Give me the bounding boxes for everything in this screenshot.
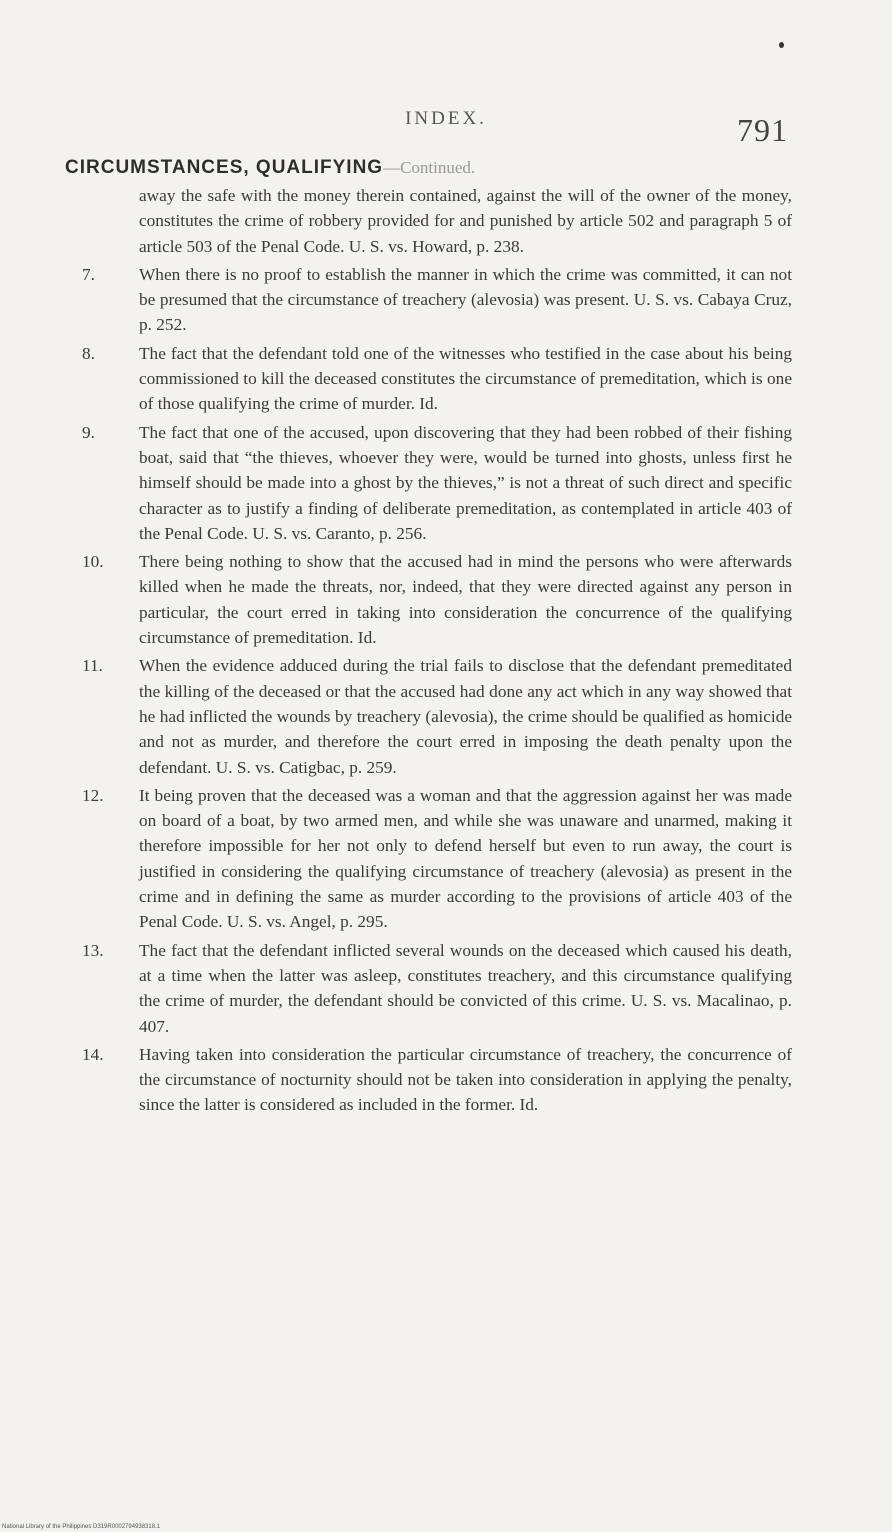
index-entry-10 (82, 549, 792, 650)
index-entry-9 (82, 420, 792, 546)
running-head: INDEX. (405, 108, 487, 129)
index-entries (82, 183, 792, 1118)
entry-text: The fact that the defendant inflicted several wounds on the deceased which caused his death, at a time when the latter was asleep, constitutes treachery, and this circumstance qualifying the crime of murder, the defendant should be convicted of this crime. U. S. vs. Macalinao, p. 407. (139, 940, 792, 1036)
entry-text: The fact that one of the accused, upon discovering that they had been robbed of their fishing boat, said that “the thieves, whoever they were, would be turned into ghosts, unless first he himself should be made into a ghost by the thieves,” is not a threat of such direct and specific character as to justify a finding of deliberate premeditation, as contemplated in article 403 of the Penal Code. U. S. vs. Caranto, p. 256. (139, 422, 792, 543)
entry-number: 9. (82, 422, 95, 442)
section-heading (65, 157, 475, 179)
entry-number: 11. (82, 656, 103, 676)
entry-number: 13. (82, 940, 104, 960)
entry-text: It being proven that the deceased was a woman and that the aggression against her was made on board of a boat, by two armed men, and while she was unaware and unarmed, making it therefore impossible for her not only to defend herself but even to run away, the court is justified in considering the qualifying circumstance of treachery (alevosia) as present in the crime and in defining the same as murder according to the provisions of article 403 of the Penal Code. U. S. vs. Angel, p. 295. (139, 785, 792, 932)
entry-text: away the safe with the money therein contained, against the will of the owner of the money, constitutes the crime of robbery provided for and punished by article 502 and paragraph 5 of article 503 of the Penal Code. U. S. vs. Howard, p. 238. (139, 186, 792, 256)
entry-text: There being nothing to show that the accused had in mind the persons who were afterwards killed when he made the threats, nor, indeed, that they were directed against any person in particular, the court erred in taking into consideration the concurrence of the qualifying circumstance of premeditation. Id. (139, 552, 792, 648)
entry-text: When there is no proof to establish the manner in which the crime was committed, it can not be presumed that the circumstance of treachery (alevosia) was present. U. S. vs. Cabaya Cruz, p. 252. (139, 264, 792, 335)
index-entry-7 (82, 262, 792, 338)
entry-number: 8. (82, 343, 95, 363)
speck-mark (779, 42, 784, 48)
page-number: 791 (737, 112, 788, 148)
index-entry-12 (82, 783, 792, 935)
footer-credit: National Library of the Philippines D319R0002794938318.1 (2, 1524, 161, 1530)
entry-number: 10. (82, 552, 104, 572)
index-entry-11 (82, 653, 792, 779)
entry-text: The fact that the defendant told one of the witnesses who testified in the case about his being commissioned to kill the deceased constitutes the circumstance of premeditation, which is one of those qualifying the crime of murder. Id. (139, 343, 792, 414)
index-entry-8 (82, 341, 792, 417)
entry-text: When the evidence adduced during the trial fails to disclose that the defendant premeditated the killing of the deceased or that the accused had done any act which in any way showed that he had inflicted the wounds by treachery (alevosia), the crime should be qualified as homicide and not as murder, and therefore the court erred in imposing the death penalty upon the defendant. U. S. vs. Catigbac, p. 259. (139, 656, 792, 777)
entry-number: 14. (82, 1044, 104, 1064)
index-entry-14 (82, 1042, 792, 1118)
entry-number: 12. (82, 785, 104, 805)
entry-number: 7. (82, 264, 95, 284)
section-heading-title: CIRCUMSTANCES, QUALIFYING (65, 157, 384, 178)
index-entry-13 (82, 938, 792, 1039)
section-heading-continued: —Continued. (383, 158, 476, 177)
index-entry-continued (82, 183, 792, 259)
entry-text: Having taken into consideration the particular circumstance of treachery, the concurrence of the circumstance of nocturnity should not be taken into consideration in applying the penalty, since the latter is considered as included in the former. Id. (139, 1044, 792, 1115)
